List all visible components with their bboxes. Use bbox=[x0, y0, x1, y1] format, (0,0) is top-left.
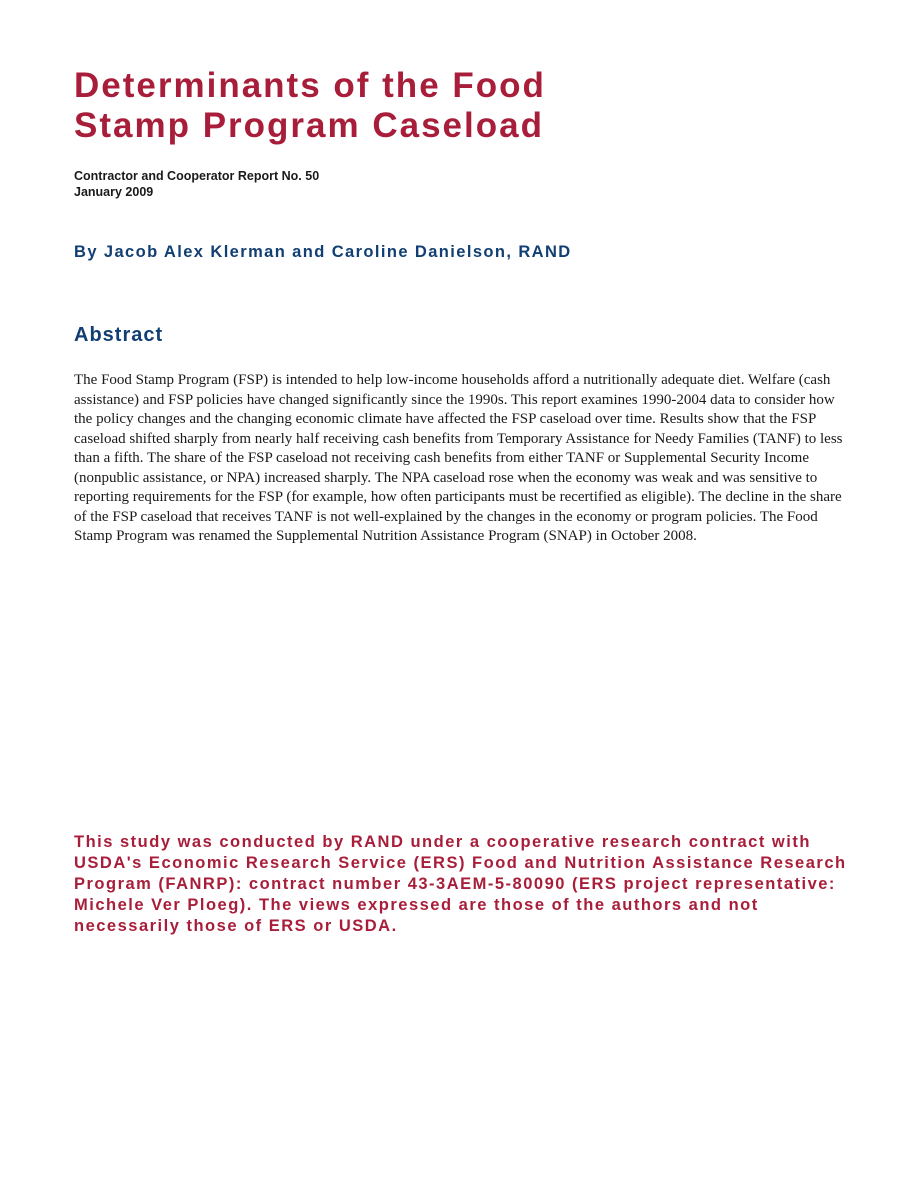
title-line-1: Determinants of the Food bbox=[74, 66, 546, 105]
report-info bbox=[74, 168, 319, 200]
report-date: January 2009 bbox=[74, 185, 154, 199]
report-number: Contractor and Cooperator Report No. 50 bbox=[74, 169, 320, 183]
document-title bbox=[74, 66, 774, 146]
abstract-text: The Food Stamp Program (FSP) is intended to help low-income households afford a nutritionally adequate diet. Welfare (cash assistance) and FSP policies have changed significantly since the 1990s. This report examines 1990-2004 data to consider how the policy changes and the changing economic climate have affected the FSP caseload over time. Results show that the FSP caseload shifted sharply from nearly half receiving cash benefits from Temporary Assistance for Needy Families (TANF) to less than a fifth. The share of the FSP caseload not receiving cash benefits from either TANF or Supplemental Security Income (nonpublic assistance, or NPA) increased sharply. The NPA caseload rose when the economy was weak and was sensitive to reporting requirements for the FSP (for example, how often participants must be recertified as eligible). The decline in the share of the FSP caseload that receives TANF is not well-explained by the changes in the economy or program policies. The Food Stamp Program was renamed the Supplemental Nutrition Assistance Program (SNAP) in October 2008. bbox=[74, 372, 843, 544]
authors-line: By Jacob Alex Klerman and Caroline Danielson, RAND bbox=[74, 243, 572, 261]
title-line-2: Stamp Program Caseload bbox=[74, 106, 544, 145]
abstract-heading: Abstract bbox=[74, 324, 164, 346]
disclaimer-text: This study was conducted by RAND under a cooperative research contract with USDA's Economic Research Service (ERS) Food and Nutrition Assistance Research Program (FANRP): contract number 43-3AEM-5-80090 (ERS project representative: Michele Ver Ploeg). The views expressed are those of the authors and not necessarily those of ERS or USDA. bbox=[74, 833, 847, 935]
